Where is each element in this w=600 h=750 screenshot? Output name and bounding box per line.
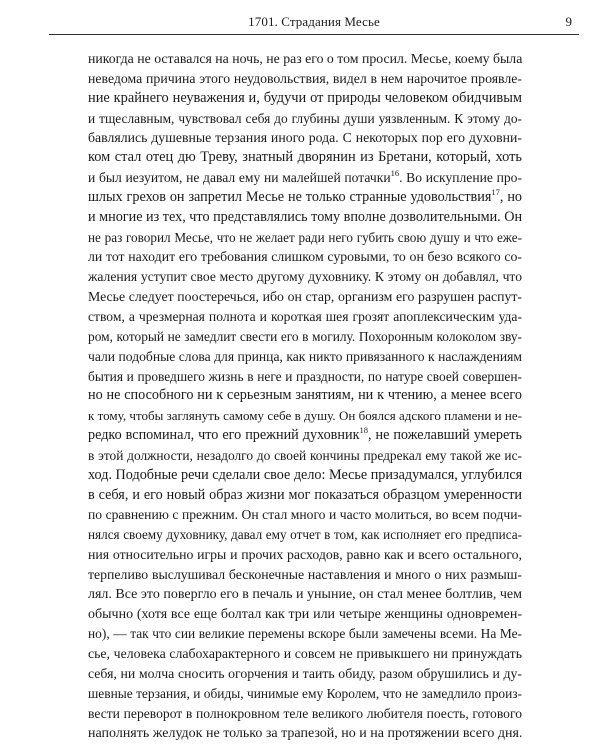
text-line: жаления уступит свое место другому духовнику. К этому он добавлял, что	[88, 269, 522, 285]
text-line: не раз говорил Месье, что не желает ради него губить свою душу и что еже-	[88, 229, 522, 245]
text-line: и многие из тех, что представлялись тому вполне дозволительными. Он	[88, 208, 523, 225]
running-title: 1701. Страдания Месье	[248, 14, 380, 29]
running-head	[49, 8, 579, 35]
text-line: себя, ни молча сносить огорчения и таить обиду, разом обрушились и ду-	[88, 666, 522, 682]
text-line: но не способного ни к серьезным занятиям, ни к чтению, а менее всего	[88, 387, 522, 404]
text-line: бавлялись душевные терзания иного рода. С некоторых пор его духовни-	[88, 130, 522, 146]
body-text	[88, 49, 522, 744]
text-line	[88, 188, 522, 208]
text-line: по сравнению с прежним. Он стал много и часто молиться, во всем подчи-	[88, 507, 522, 523]
text-line: никогда не оставался на ночь, не раз его о том просил. Месье, коему была	[88, 51, 523, 66]
text-segment: редко вспоминал, что его прежний духовник	[88, 427, 360, 444]
text-line	[88, 168, 522, 188]
text-line: ние крайнего неуважения и, будучи от природы человеком обидчивым	[88, 89, 522, 106]
text-line: к тому, чтобы заглянуть самому себе в душу. Он боялся адского пламени и не-	[88, 408, 522, 424]
text-line: но), — так что сии великие перемены вскоре были замечены всеми. На Ме-	[88, 626, 522, 642]
text-line	[88, 426, 522, 446]
text-line: нялся своему духовнику, давал ему отчет в том, как исполняет его предписа-	[88, 527, 522, 543]
page-number: 9	[565, 14, 572, 29]
text-line: ния относительно игры и прочих расходов, равно как и всего остального,	[88, 547, 522, 563]
text-line: вести переворот в полнокровном теле великого любителя поесть, готового	[88, 705, 522, 721]
text-line: ход. Подобные речи сделали свое дело: Месье призадумался, углубился	[88, 466, 523, 483]
text-line: в себя, и его новый образ жизни мог показаться образцом умеренности	[88, 486, 522, 503]
text-segment: , не пожелавший умереть	[367, 427, 522, 444]
text-segment: шлых грехов он запретил Месье не только странные удовольствия	[88, 188, 492, 205]
text-line: ли тот находит его требования слишком суровыми, то он безо всякого со-	[88, 249, 522, 265]
text-line: сье, человека слабохарактерного и совсем не привыкшего ни принуждать	[88, 646, 522, 662]
text-line: чали подобные слова для принца, как никто привязанного к наслаждениям	[88, 348, 522, 364]
text-line: шевные терзания, и обиды, чинимые ему Королем, что не замедлило произ-	[88, 686, 522, 701]
footnote-ref-16: 16	[390, 168, 400, 179]
text-line: ством, а чрезмерная полнота и короткая шея грозят апоплексическим уда-	[88, 308, 522, 324]
text-line: терпеливо выслушивал бесконечные наставления и много о них размыш-	[88, 566, 522, 582]
text-line: лял. Все это повергло его в печаль и уныние, он стал менее болтлив, чем	[88, 586, 522, 602]
text-segment: и был иезуитом, не давал ему ни малейшей потачки	[88, 170, 391, 186]
text-line: наполнять желудок не только за трапезой, но и на протяжении всего дня.	[88, 725, 523, 741]
text-line: неведома причина этого неудовольствия, видел в нем нарочитое проявле-	[88, 70, 522, 86]
text-line: обычно (хотя все еще болтал как три или четыре женщины одновремен-	[88, 606, 522, 622]
footnote-ref-17: 17	[491, 186, 500, 197]
footnote-ref-18: 18	[359, 425, 368, 436]
text-segment: . Во искупление про-	[399, 170, 522, 186]
text-line: в этой должности, незадолго до своей кончины предрекал ему такой же ис-	[88, 447, 522, 463]
text-line: ком стал отец дю Треву, знатный дворянин из Бретани, который, хоть	[88, 149, 522, 166]
text-segment: , но	[499, 188, 523, 205]
text-line: Месье следует поостеречься, ибо он стар, организм его разрушен распут-	[88, 289, 522, 305]
text-line: и тщеславным, чувствовал себя до глубины души уязвленным. К этому до-	[88, 110, 522, 126]
text-line: ром, который не замедлит свести его в могилу. Похоронным колоколом зву-	[88, 328, 522, 344]
text-line: бытия и проведшего жизнь в неге и праздности, по натуре своей совершен-	[88, 368, 522, 384]
